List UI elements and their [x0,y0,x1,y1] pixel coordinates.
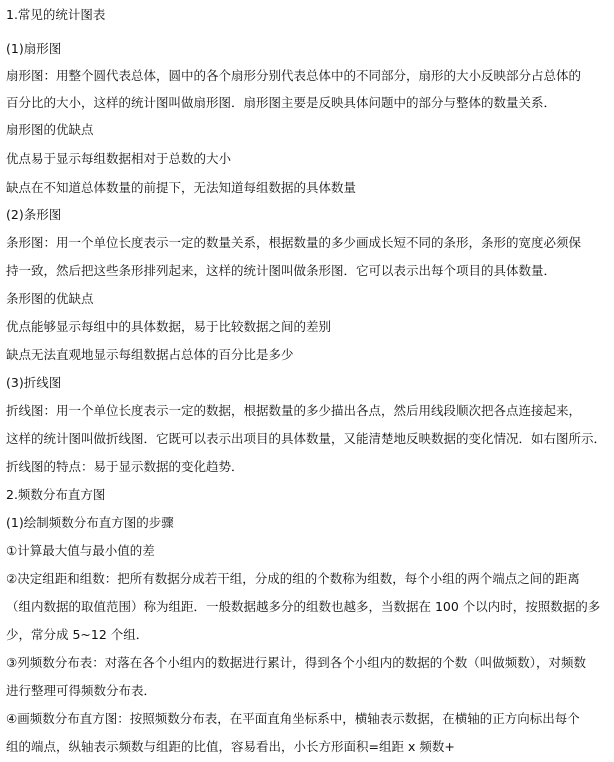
subheading-pie-chart: (1)扇形图 [6,41,62,56]
paragraph-line: 缺点无法直观地显示每组数据占总体的百分比是多少 [6,347,294,362]
step-line: ①计算最大值与最小值的差 [6,543,155,558]
subheading-line-chart: (3)折线图 [6,375,62,390]
paragraph-line: 折线图：用一个单位长度表示一定的数据，根据数量的多少描出各点，然后用线段顺次把各点连接起来， [6,403,582,418]
subheading-bar-chart: (2)条形图 [6,207,62,222]
paragraph-line: 百分比的大小，这样的统计图叫做扇形图．扇形图主要是反映具体问题中的部分与整体的数量关系． [6,95,557,110]
section-heading-histogram: 2.频数分布直方图 [6,487,106,502]
step-line: 进行整理可得频数分布表． [6,683,157,698]
step-line: 少，常分成 5~12 个组． [6,627,149,642]
step-line: （组内数据的取值范围）称为组距．一般数据越多分的组数也越多，当数据在 100 个以内时，按照数据的多 [6,599,601,614]
section-heading-statistical-charts: 1.常见的统计图表 [6,7,106,22]
paragraph-line: 缺点在不知道总体数量的前提下，无法知道每组数据的具体数量 [6,180,357,195]
subheading-bar-pros-cons: 条形图的优缺点 [6,291,94,306]
paragraph-line: 扇形图：用整个圆代表总体，圆中的各个扇形分别代表总体中的不同部分，扇形的大小反映部分占总体的 [6,68,582,83]
step-line: ②决定组距和组数：把所有数据分成若干组，分成的组的个数称为组数，每个小组的两个端点之间的距离 [6,571,580,586]
paragraph-line: 优点易于显示每组数据相对于总数的大小 [6,151,232,166]
subheading-pie-pros-cons: 扇形图的优缺点 [6,122,94,137]
paragraph-line: 这样的统计图叫做折线图．它既可以表示出项目的具体数量，又能清楚地反映数据的变化情况．如右图所示． [6,431,607,446]
paragraph-line: 条形图：用一个单位长度表示一定的数量关系，根据数量的多少画成长短不同的条形，条形的宽度必须保 [6,235,582,250]
step-line: ③列频数分布表：对落在各个小组内的数据进行累计，得到各个小组内的数据的个数（叫做频数），对频数 [6,655,586,670]
step-line: ④画频数分布直方图：按照频数分布表，在平面直角坐标系中，横轴表示数据，在横轴的正方向标出每个 [6,711,580,726]
paragraph-line: 优点能够显示每组中的具体数据，易于比较数据之间的差别 [6,319,332,334]
step-line: 组的端点，纵轴表示频数与组距的比值，容易看出，小长方形面积=组距 x 频数+ [6,739,455,754]
subheading-histogram-steps: (1)绘制频数分布直方图的步骤 [6,515,174,530]
paragraph-line: 折线图的特点：易于显示数据的变化趋势． [6,459,244,474]
paragraph-line: 持一致，然后把这些条形排列起来，这样的统计图叫做条形图．它可以表示出每个项目的具体数量． [6,263,557,278]
